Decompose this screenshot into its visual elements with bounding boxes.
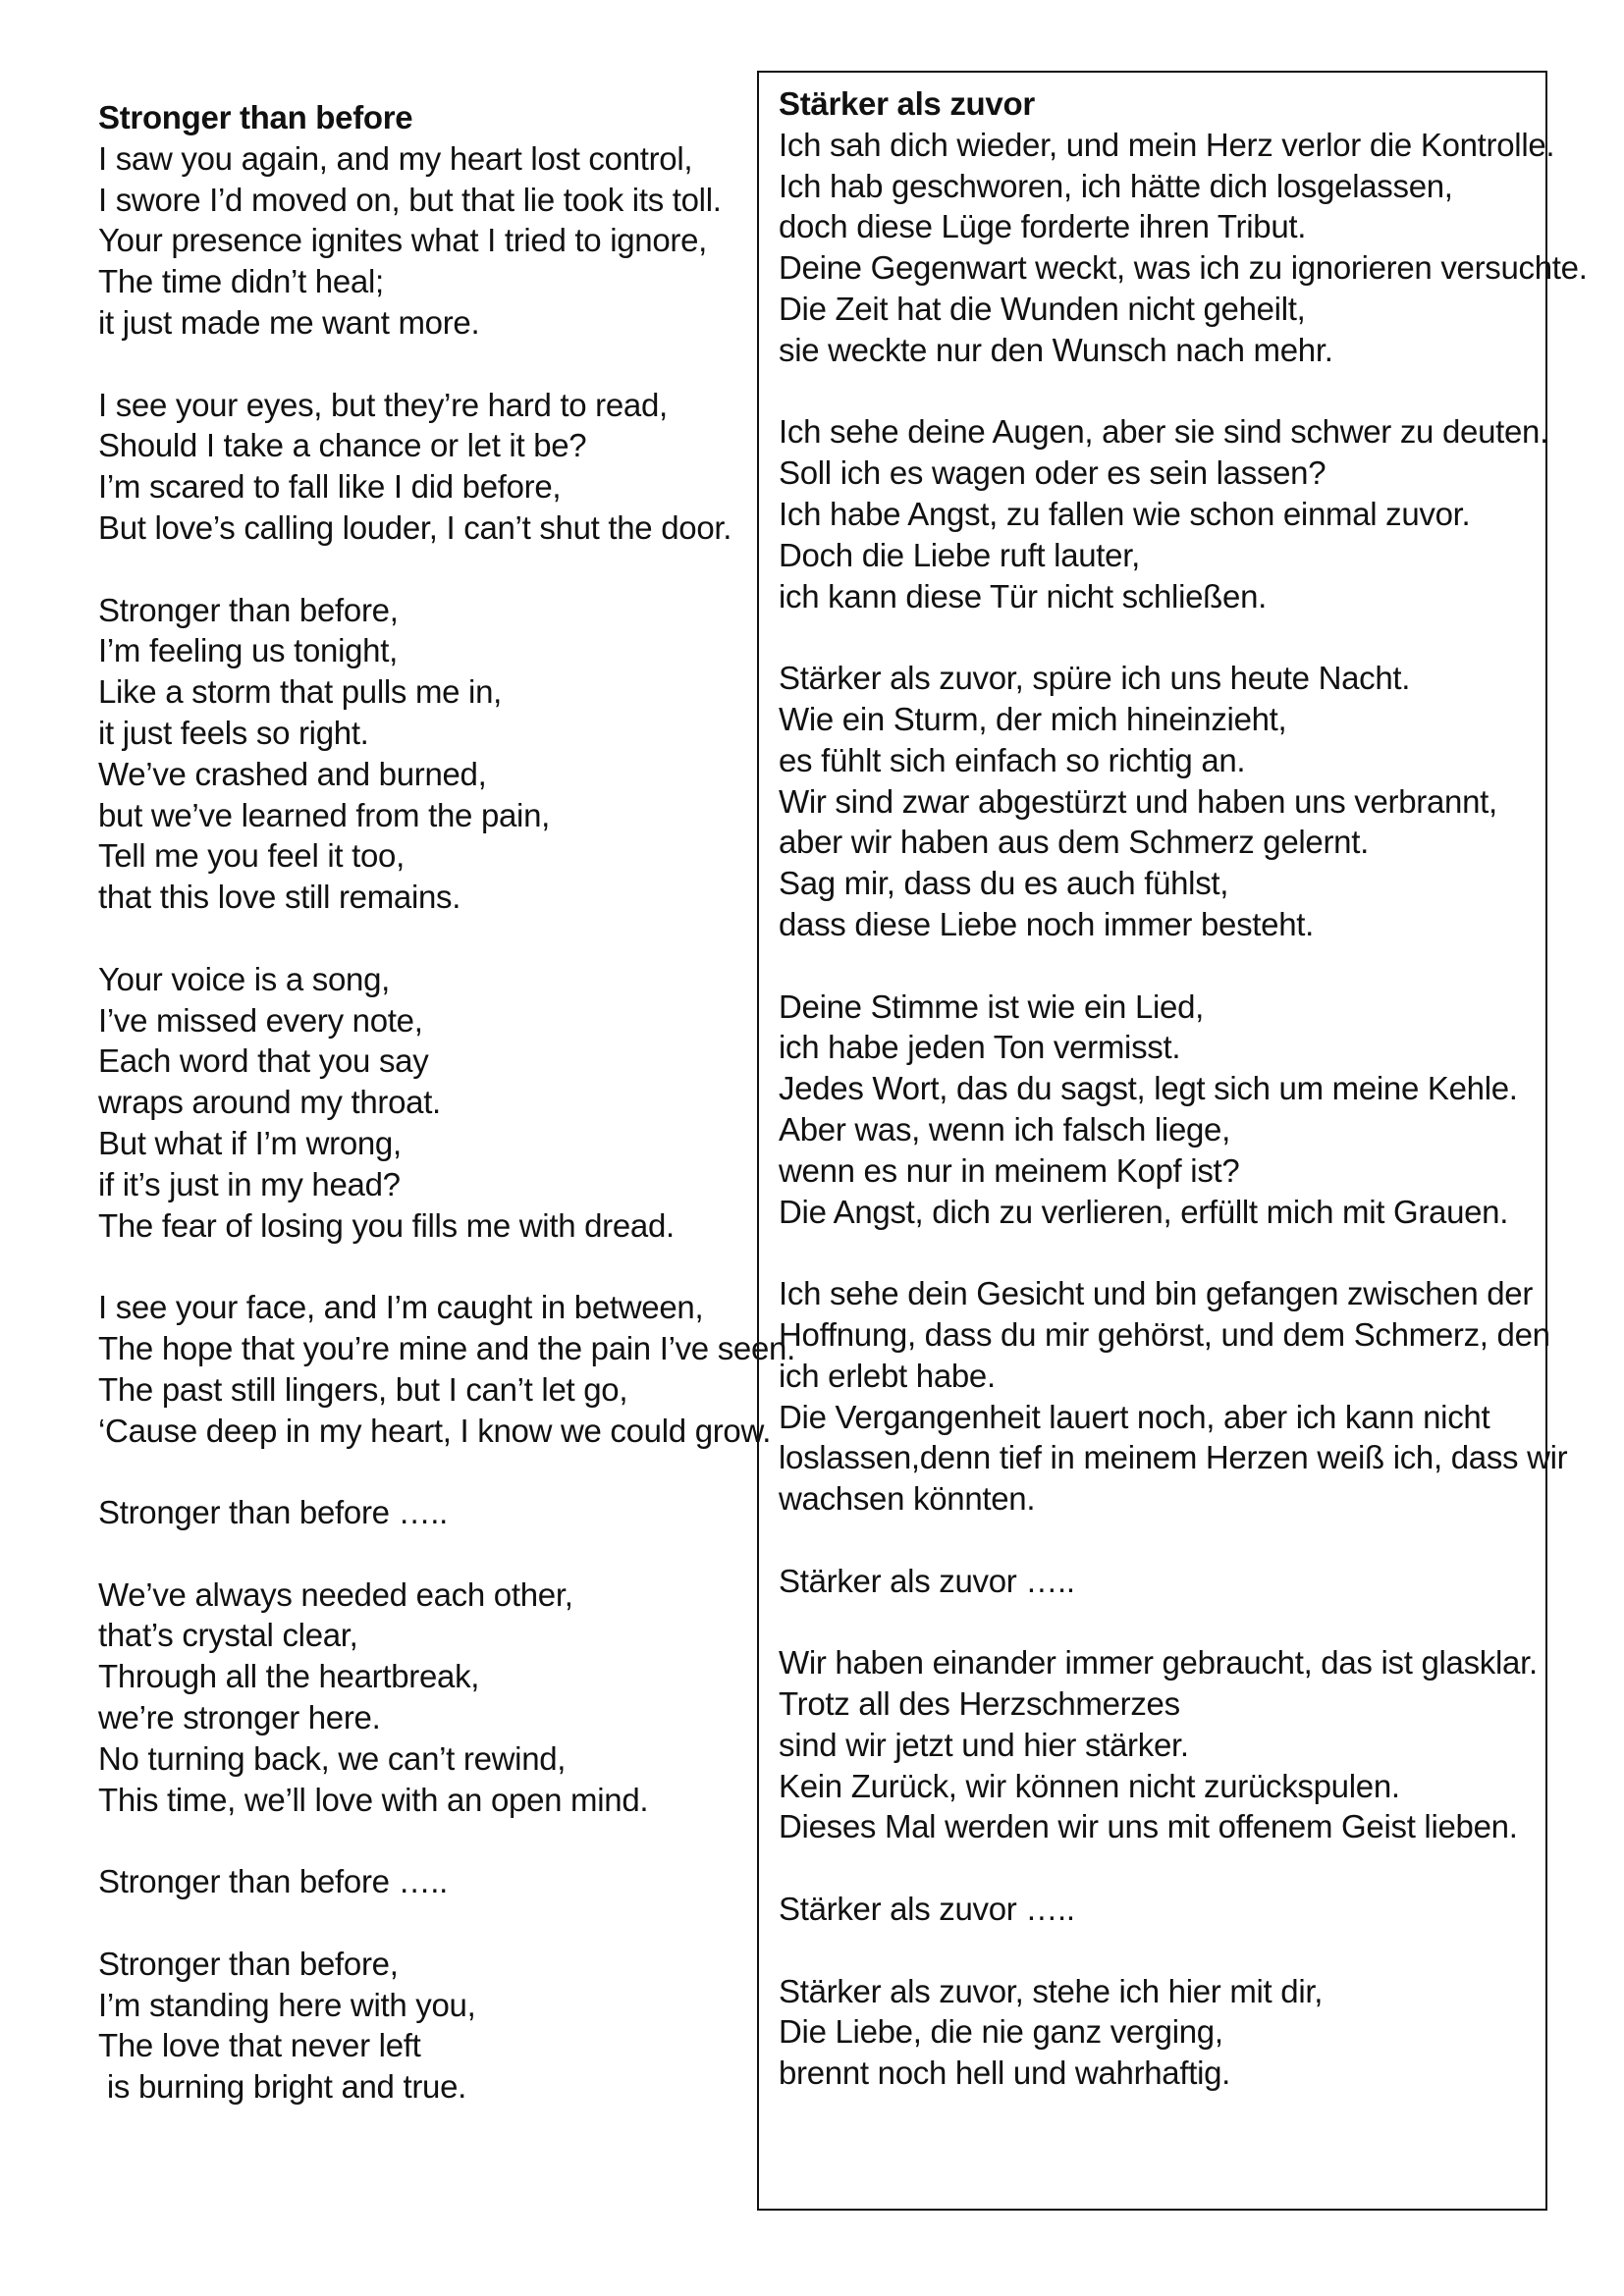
english-lyric-line: The time didn’t heal;	[98, 263, 384, 300]
german-lyric-line: ich erlebt habe.	[779, 1357, 996, 1394]
english-lyric-line: But love’s calling louder, I can’t shut the door.	[98, 508, 732, 546]
german-lyric-line: Hoffnung, dass du mir gehörst, und dem Schmerz, den	[779, 1315, 1550, 1353]
english-lyric-line: No turning back, we can’t rewind,	[98, 1739, 567, 1777]
german-lyric-line: Die Angst, dich zu verlieren, erfüllt mich mit Grauen.	[779, 1193, 1509, 1230]
english-lyric-line: it just made me want more.	[98, 303, 480, 341]
german-lyric-line: Stärker als zuvor, stehe ich hier mit dir,	[779, 1972, 1324, 2009]
english-lyrics-column	[98, 97, 795, 2149]
german-lyric-line: Soll ich es wagen oder es sein lassen?	[779, 454, 1326, 492]
english-lyric-line: wraps around my throat.	[98, 1084, 441, 1121]
german-stanza	[779, 1642, 1544, 1847]
german-lyric-line: sie weckte nur den Wunsch nach mehr.	[779, 331, 1333, 368]
german-lyric-line: Ich sehe dein Gesicht und bin gefangen zwischen der	[779, 1275, 1534, 1312]
english-lyric-line: I saw you again, and my heart lost control,	[98, 139, 693, 177]
german-stanza	[779, 411, 1548, 616]
english-stanza	[98, 959, 746, 1247]
english-lyric-line: This time, we’ll love with an open mind.	[98, 1781, 649, 1818]
english-lyric-line: Like a storm that pulls me in,	[98, 673, 503, 711]
english-title: Stronger than before	[98, 99, 413, 135]
english-lyric-line: Stronger than before,	[98, 591, 399, 628]
german-lyric-line: Trotz all des Herzschmerzes	[779, 1685, 1180, 1723]
german-stanza	[779, 1273, 1568, 1520]
german-lyric-line: wenn es nur in meinem Kopf ist?	[779, 1151, 1240, 1189]
german-lyric-line: Sag mir, dass du es auch fühlst,	[779, 865, 1229, 902]
german-lyric-line: Dieses Mal werden wir uns mit offenem Geist lieben.	[779, 1808, 1518, 1845]
english-lyric-line: I’ve missed every note,	[98, 1001, 423, 1039]
english-lyric-line: I swore I’d moved on, but that lie took its toll.	[98, 181, 722, 218]
english-lyric-line: Tell me you feel it too,	[98, 837, 405, 875]
german-lyric-line: Ich sehe deine Augen, aber sie sind schwer zu deuten.	[779, 413, 1548, 451]
german-lyric-line: sind wir jetzt und hier stärker.	[779, 1726, 1189, 1763]
german-stanza	[779, 125, 1588, 371]
english-lyric-line: The fear of losing you fills me with dread.	[98, 1206, 675, 1244]
english-lyric-line: The hope that you’re mine and the pain I’ve seen.	[98, 1329, 795, 1366]
english-stanzas	[98, 138, 795, 2108]
german-lyric-line: Stärker als zuvor …..	[779, 1562, 1075, 1599]
english-lyric-line: ‘Cause deep in my heart, I know we could grow.	[98, 1412, 772, 1449]
german-lyric-line: doch diese Lüge forderte ihren Tribut.	[779, 208, 1307, 245]
english-lyric-line: I’m feeling us tonight,	[98, 632, 398, 669]
german-lyric-line: Die Liebe, die nie ganz verging,	[779, 2013, 1223, 2051]
german-lyric-line: Deine Stimme ist wie ein Lied,	[779, 988, 1205, 1025]
german-lyric-line: dass diese Liebe noch immer besteht.	[779, 905, 1315, 942]
german-lyric-line: Die Vergangenheit lauert noch, aber ich kann nicht	[779, 1398, 1490, 1435]
english-lyric-line: Stronger than before …..	[98, 1494, 449, 1531]
english-stanza	[98, 1861, 746, 1902]
english-lyric-line: it just feels so right.	[98, 714, 369, 751]
german-lyric-line: Wir sind zwar abgestürzt und haben uns verbrannt,	[779, 782, 1497, 820]
german-lyric-line: Aber was, wenn ich falsch liege,	[779, 1110, 1230, 1148]
german-lyric-line: Ich habe Angst, zu fallen wie schon einmal zuvor.	[779, 495, 1471, 532]
english-stanza	[98, 385, 746, 549]
english-lyric-line: Should I take a chance or let it be?	[98, 427, 587, 464]
english-lyric-line: I see your face, and I’m caught in between,	[98, 1289, 704, 1326]
german-lyric-line: aber wir haben aus dem Schmerz gelernt.	[779, 824, 1369, 861]
english-lyric-line: is burning bright and true.	[98, 2068, 466, 2106]
english-stanza	[98, 1492, 746, 1533]
english-lyric-line: Each word that you say	[98, 1042, 429, 1080]
german-lyric-line: ich habe jeden Ton vermisst.	[779, 1029, 1181, 1066]
english-lyric-line: but we’ve learned from the pain,	[98, 796, 551, 833]
german-lyric-line: Doch die Liebe ruft lauter,	[779, 536, 1140, 573]
german-lyric-line: wachsen könnten.	[779, 1480, 1036, 1518]
german-lyric-line: ich kann diese Tür nicht schließen.	[779, 577, 1267, 614]
german-stanza	[779, 987, 1544, 1233]
english-lyric-line: we’re stronger here.	[98, 1699, 381, 1736]
english-lyric-line: I’m scared to fall like I did before,	[98, 468, 562, 506]
german-stanza	[779, 658, 1544, 945]
german-lyric-line: Wir haben einander immer gebraucht, das ist glasklar.	[779, 1644, 1538, 1682]
english-lyric-line: Through all the heartbreak,	[98, 1658, 480, 1695]
german-lyric-line: Ich sah dich wieder, und mein Herz verlor die Kontrolle.	[779, 126, 1555, 163]
german-lyric-line: Wie ein Sturm, der mich hineinzieht,	[779, 700, 1287, 737]
english-lyric-line: But what if I’m wrong,	[98, 1124, 402, 1161]
english-lyric-line: The love that never left	[98, 2027, 421, 2064]
german-lyrics-column	[779, 83, 1588, 2135]
english-lyric-line: We’ve crashed and burned,	[98, 755, 487, 792]
german-stanzas	[779, 125, 1588, 2094]
english-lyric-line: I’m standing here with you,	[98, 1986, 476, 2023]
german-title: Stärker als zuvor	[779, 85, 1035, 122]
german-lyric-line: Die Zeit hat die Wunden nicht geheilt,	[779, 290, 1306, 327]
german-lyric-line: loslassen,denn tief in meinem Herzen weiß ich, dass wir	[779, 1439, 1568, 1476]
german-lyric-line: Kein Zurück, wir können nicht zurückspulen.	[779, 1767, 1400, 1804]
english-lyric-line: The past still lingers, but I can’t let go,	[98, 1370, 628, 1408]
german-lyric-line: es fühlt sich einfach so richtig an.	[779, 741, 1246, 778]
german-lyric-line: Jedes Wort, das du sagst, legt sich um meine Kehle.	[779, 1070, 1518, 1107]
english-lyric-line: that this love still remains.	[98, 879, 461, 916]
english-stanza	[98, 1575, 746, 1821]
english-lyric-line: Your presence ignites what I tried to ignore,	[98, 222, 707, 259]
english-stanza	[98, 1287, 795, 1451]
english-lyric-line: I see your eyes, but they’re hard to read,	[98, 386, 668, 423]
english-stanza	[98, 138, 746, 344]
german-lyric-line: Stärker als zuvor, spüre ich uns heute Nacht.	[779, 660, 1411, 697]
english-lyric-line: We’ve always needed each other,	[98, 1575, 573, 1613]
english-lyric-line: if it’s just in my head?	[98, 1165, 401, 1202]
german-lyric-line: Stärker als zuvor …..	[779, 1891, 1075, 1928]
german-stanza	[779, 1971, 1544, 2094]
german-stanza	[779, 1889, 1544, 1930]
english-lyric-line: that’s crystal clear,	[98, 1617, 358, 1654]
german-lyric-line: brennt noch hell und wahrhaftig.	[779, 2055, 1231, 2092]
english-stanza	[98, 1944, 746, 2108]
german-stanza	[779, 1561, 1544, 1602]
german-lyric-line: Ich hab geschworen, ich hätte dich losgelassen,	[779, 167, 1453, 204]
english-lyric-line: Stronger than before,	[98, 1945, 399, 1982]
german-lyric-line: Deine Gegenwart weckt, was ich zu ignorieren versuchte.	[779, 249, 1588, 287]
english-lyric-line: Stronger than before …..	[98, 1863, 449, 1900]
english-stanza	[98, 590, 746, 918]
english-lyric-line: Your voice is a song,	[98, 960, 391, 997]
